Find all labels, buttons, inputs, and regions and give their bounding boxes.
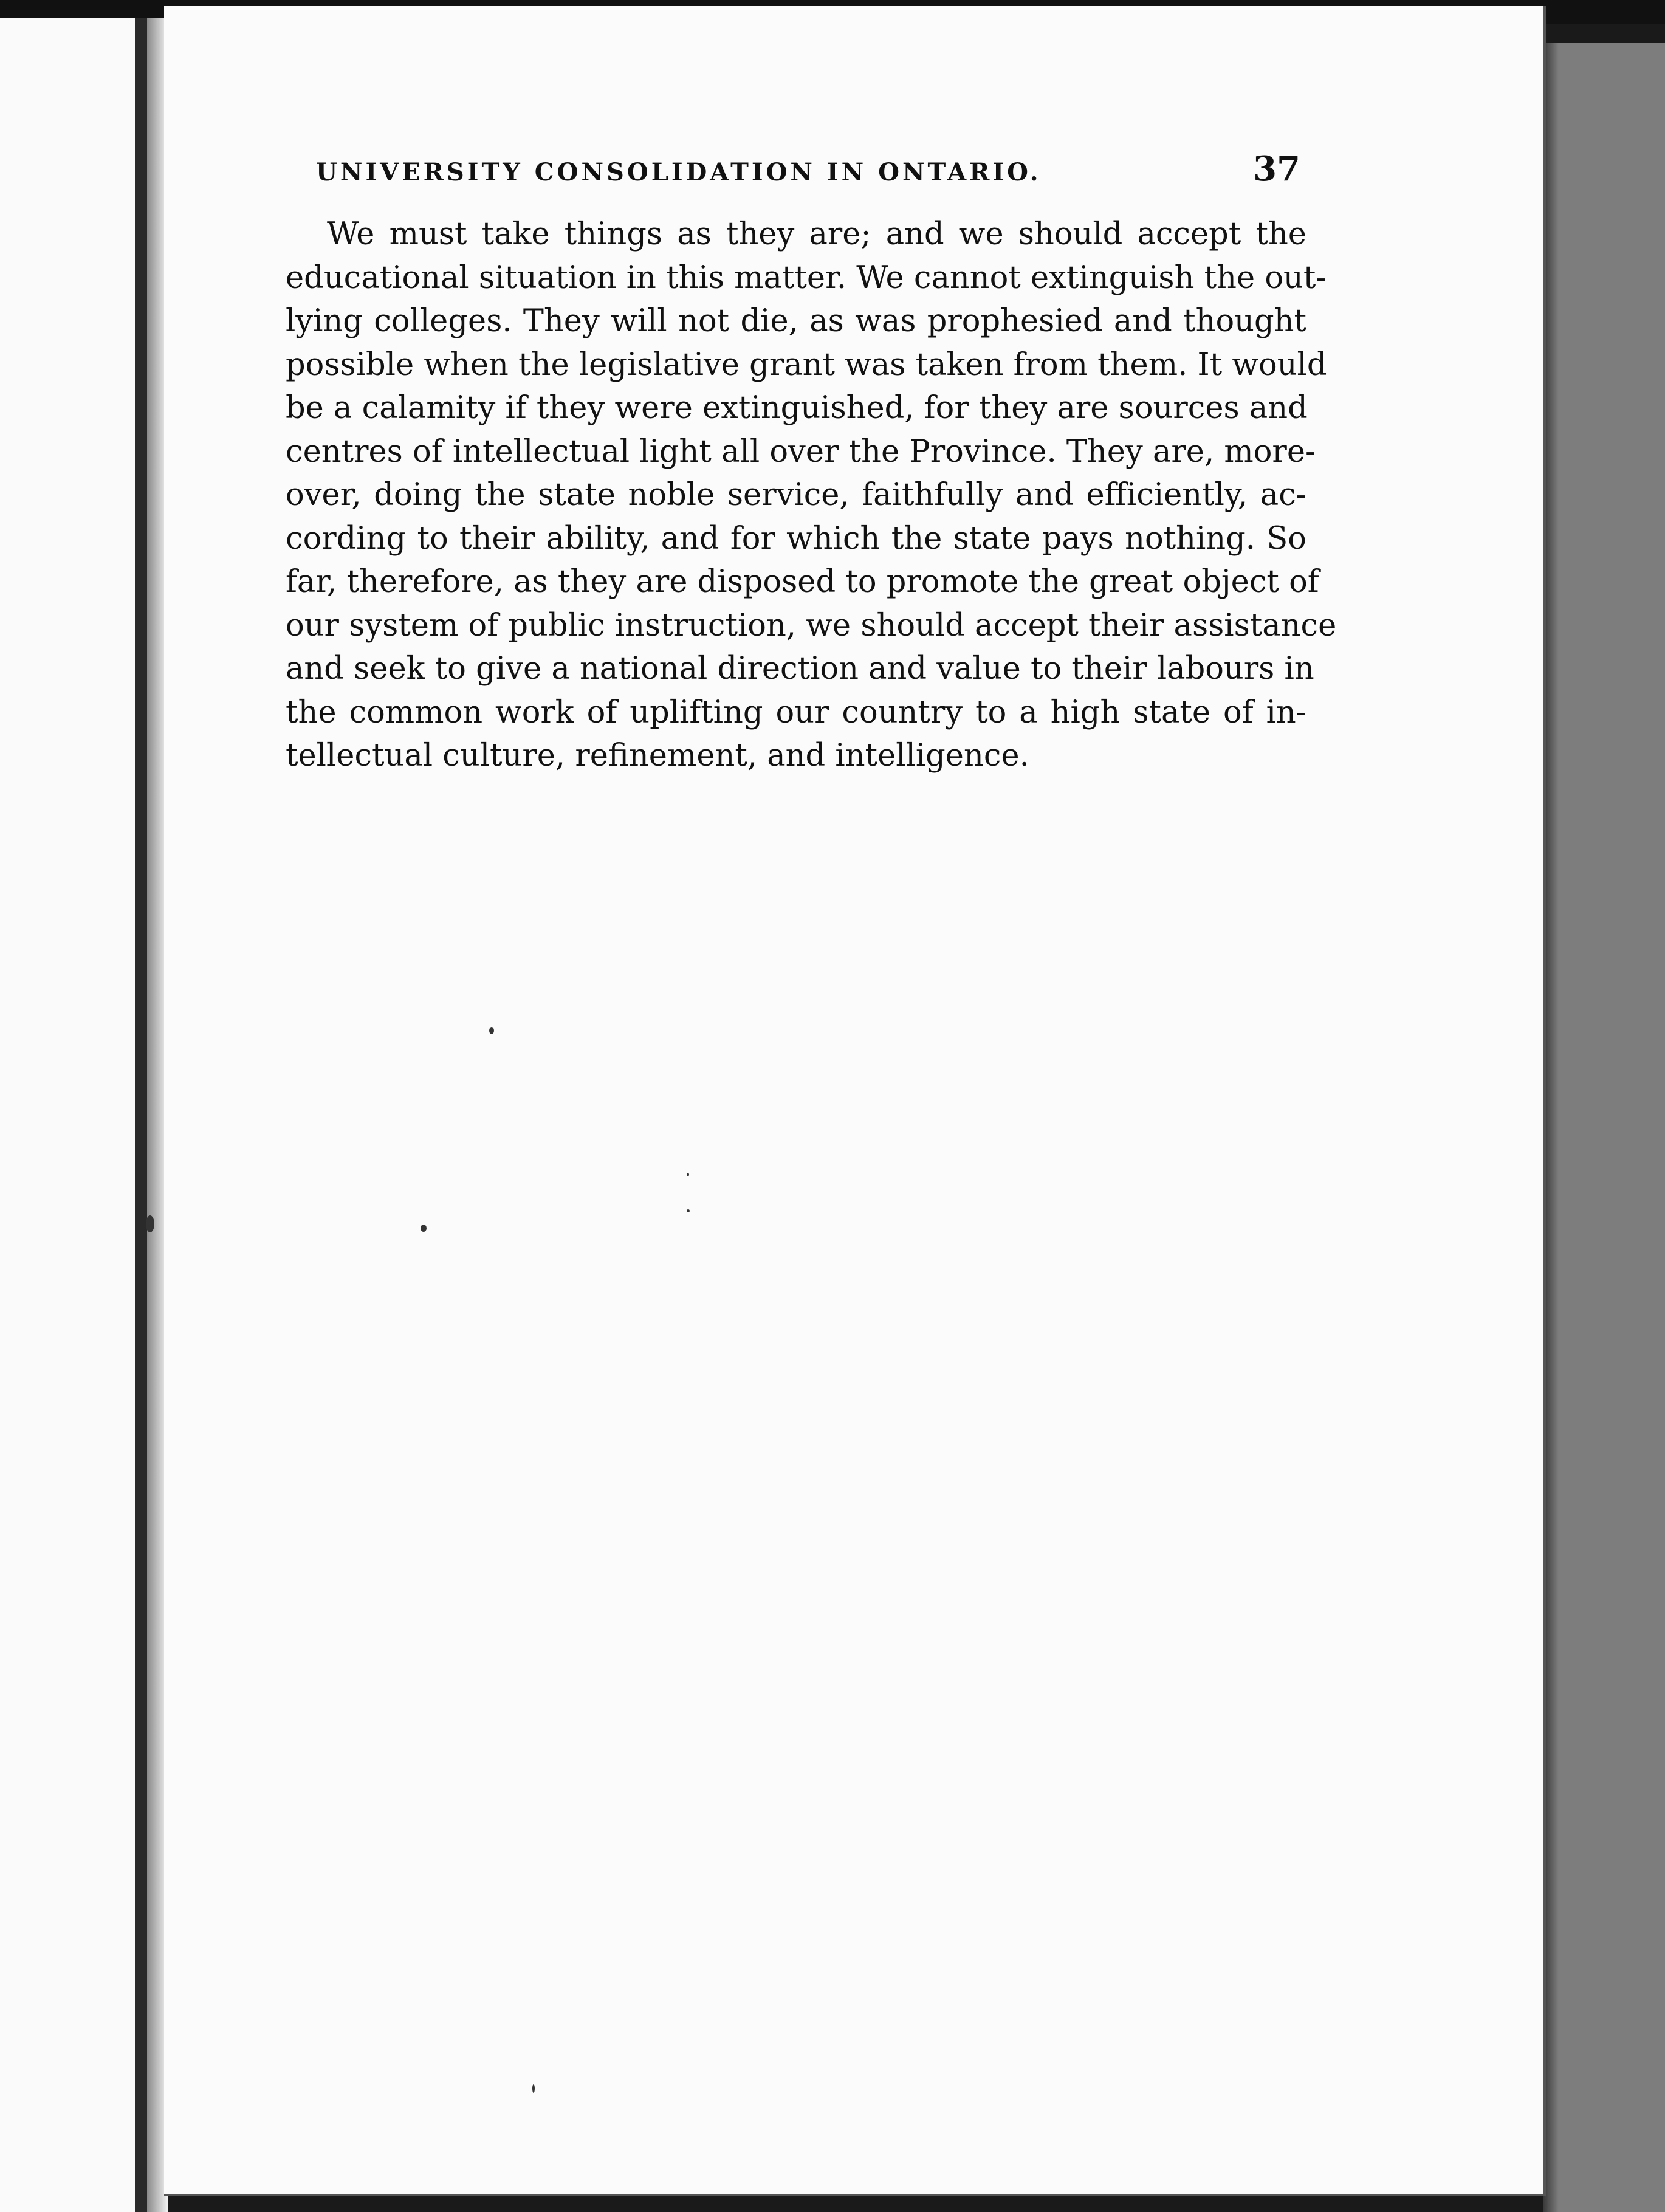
paragraph-line: cording to their ability, and for which the state pays nothing. So (286, 520, 1306, 557)
paragraph-line: over, doing the state noble service, faithfully and efficiently, ac- (286, 477, 1306, 513)
paragraph-line: possible when the legislative grant was taken from them. It would (286, 346, 1327, 383)
next-page-edge (1543, 43, 1665, 2212)
paragraph-line: tellectual culture, refinement, and intelligence. (286, 738, 1029, 774)
paragraph-line: be a calamity if they were extinguished, for they are sources and (286, 390, 1308, 426)
paragraph-line: We must take things as they are; and we should accept the (327, 216, 1306, 252)
scan-speck (421, 1224, 427, 1232)
facing-page-edge (0, 18, 137, 2212)
paragraph-line: and seek to give a national direction and value to their labours in (286, 651, 1314, 687)
paragraph-line: our system of public instruction, we should accept their assistance (286, 607, 1337, 644)
scan-speck (489, 1027, 494, 1034)
body-paragraph (286, 213, 1337, 778)
scan-speck (532, 2084, 535, 2093)
scan-speck (687, 1173, 689, 1176)
scan-speck (687, 1209, 690, 1212)
scan-speck (146, 1215, 154, 1232)
paragraph-line: centres of intellectual light all over the Province. They are, more- (286, 433, 1316, 470)
running-head (316, 149, 1300, 191)
running-title: UNIVERSITY CONSOLIDATION IN ONTARIO. (316, 158, 1042, 187)
paragraph-line: lying colleges. They will not die, as was prophesied and thought (286, 303, 1306, 339)
page-number: 37 (1253, 149, 1300, 189)
page-gutter (135, 18, 147, 2212)
paragraph-line: educational situation in this matter. We cannot extinguish the out- (286, 259, 1327, 296)
paragraph-line: far, therefore, as they are disposed to promote the great object of (286, 564, 1319, 600)
paragraph-line: the common work of uplifting our country to a high state of in- (286, 694, 1306, 730)
